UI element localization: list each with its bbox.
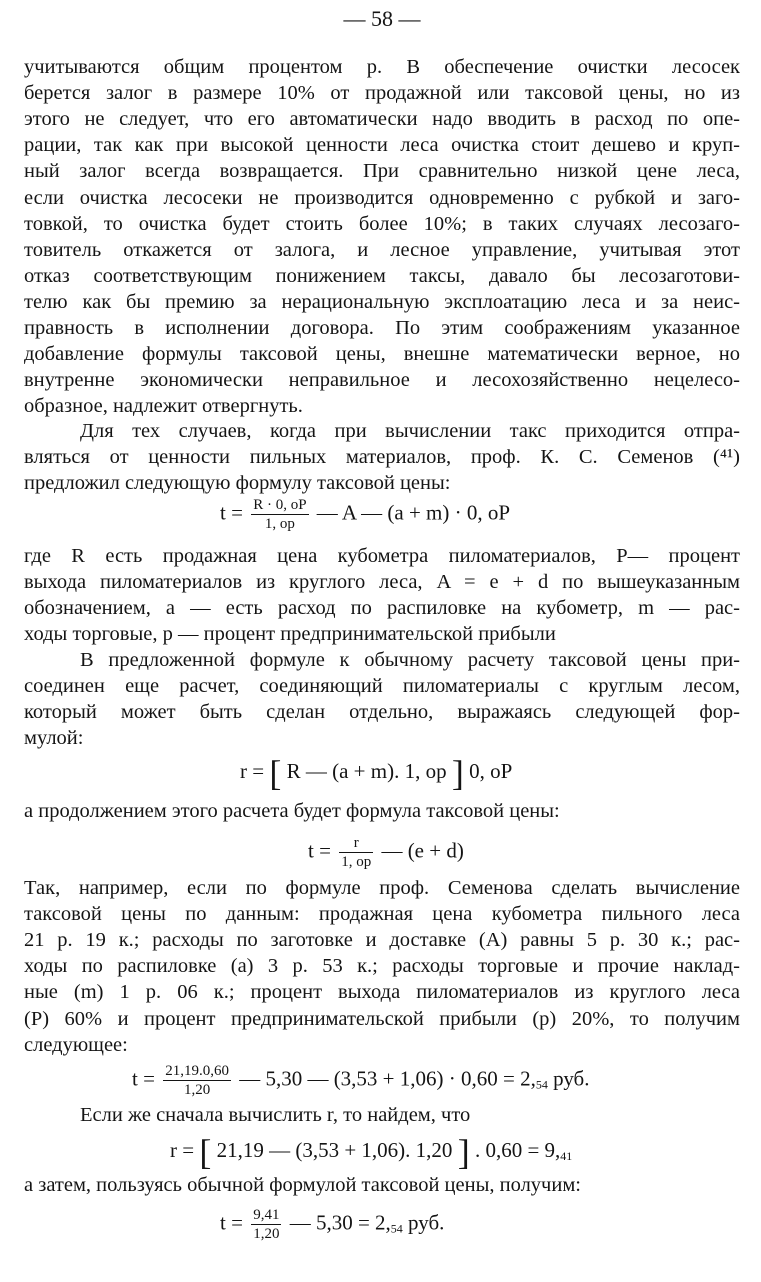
fraction-numerator: 9,41 <box>253 1207 280 1223</box>
text-line: который может быть сделан отдельно, выражаясь следующей фор- <box>24 701 740 724</box>
text-line: берется залог в размере 10% от продажной или таксовой цены, но из <box>24 82 740 105</box>
formula-subscript: 54 <box>390 1221 403 1236</box>
formula-rest: — A — (a + m) · 0, oP <box>316 500 511 525</box>
text-line: 21 р. 19 к.; расходы по заготовке и доставке (A) равны 5 р. 30 к.; рас- <box>24 929 740 952</box>
formula-lhs: r = <box>240 759 265 783</box>
text-line: учитываются общим процентом p. В обеспечение очистки лесосек <box>24 56 740 78</box>
text-line: где R есть продажная цена кубометра пиломатериалов, P— процент <box>24 545 740 567</box>
formula-semenov <box>220 496 510 533</box>
text-line: а продолжением этого расчета будет формула таксовой цены: <box>24 800 560 822</box>
formula-fraction <box>339 834 373 871</box>
text-line: правность в исполнении договора. По этим соображениям указанное <box>24 317 740 339</box>
formula-unit: руб. <box>402 1210 445 1235</box>
text-line: отказ соответствующим понижением таксы, давало бы лесозаготови- <box>24 264 740 287</box>
formula-lhs: t = <box>132 1066 155 1091</box>
formula-r <box>240 753 513 794</box>
text-line: Для тех случаев, когда при вычислении такс приходится отпра- <box>80 420 740 442</box>
formula-lhs: t = <box>308 838 331 863</box>
text-line: (P) 60% и процент предпринимательской прибыли (p) 20%, то получим <box>24 1007 740 1030</box>
formula-lhs: r = <box>170 1138 195 1162</box>
text-line: внутренне экономически неправильное и лесохозяйственно нецелесо- <box>24 369 740 392</box>
text-line: а затем, пользуясь обычной формулой таксовой цены, получим: <box>24 1174 581 1196</box>
formula-example-r <box>170 1132 573 1173</box>
formula-example-t2 <box>220 1206 444 1243</box>
fraction-denominator: 1, op <box>341 854 372 870</box>
text-line: если очистка лесосеки не производится одновременно с рубкой и заго- <box>24 186 740 209</box>
formula-rest: . 0,60 = 9, <box>474 1138 561 1162</box>
text-line: следующее: <box>24 1033 128 1056</box>
text-line: вляться от ценности пильных материалов, проф. К. С. Семенов (⁴¹) <box>24 446 740 469</box>
formula-fraction <box>251 496 308 533</box>
formula-lhs: t = <box>220 1210 243 1235</box>
left-bracket: [ <box>199 1132 212 1173</box>
formula-unit: руб. <box>547 1066 590 1091</box>
formula-rest: — (e + d) <box>381 838 464 863</box>
text-line: В предложенной формуле к обычному расчету таксовой цены при- <box>80 649 740 671</box>
formula-subscript: 54 <box>535 1077 548 1092</box>
text-line: образное, надлежит отвергнуть. <box>24 395 303 418</box>
formula-fraction <box>163 1062 231 1099</box>
formula-lhs: t = <box>220 500 243 525</box>
formula-fraction <box>251 1206 281 1243</box>
formula-tax-price <box>308 834 464 871</box>
text-line: выхода пиломатериалов из круглого леса, A = e + d по вышеуказанным <box>24 571 740 594</box>
right-bracket: ] <box>457 1132 470 1173</box>
text-line: Если же сначала вычислить r, то найдем, что <box>80 1104 471 1126</box>
formula-rest: — 5,30 — (3,53 + 1,06) · 0,60 = 2, <box>239 1066 536 1091</box>
right-bracket: ] <box>451 753 464 794</box>
text-line: таксовой цены по данным: продажная цена кубометра пильного леса <box>24 903 740 926</box>
text-line: добавление формулы таксовой цены, внешне математически верное, но <box>24 343 740 366</box>
fraction-numerator: r <box>339 834 373 853</box>
fraction-numerator: 21,19.0,60 <box>165 1063 229 1079</box>
text-line: товкой, то очистка будет стоить более 10%; в таких случаях лесозаго- <box>24 212 740 235</box>
formula-subscript: 41 <box>560 1149 573 1163</box>
text-line: товитель откажется от залога, и лесное управление, учитывая этот <box>24 238 740 261</box>
fraction-denominator: 1,20 <box>253 1226 280 1242</box>
text-line: рации, так как при высокой ценности леса очистка стоит дешево и круп- <box>24 134 740 157</box>
left-bracket: [ <box>269 753 282 794</box>
text-line: ные (m) 1 р. 06 к.; процент выхода пиломатериалов из круглого леса <box>24 981 740 1004</box>
fraction-numerator: R · 0, oP <box>253 497 307 513</box>
text-line: соединен еще расчет, соединяющий пиломатериалы с круглым лесом, <box>24 675 740 698</box>
text-line: телю как бы премию за нерациональную эксплоатацию леса и за неис- <box>24 290 740 313</box>
text-line: ходы по распиловке (a) 3 р. 53 к.; расходы торговые и прочие наклад- <box>24 955 740 978</box>
text-line: ходы торговые, p — процент предпринимательской прибыли <box>24 623 556 646</box>
formula-bracket-content: R — (a + m). 1, op <box>286 759 447 783</box>
formula-rest: 0, oP <box>469 759 513 783</box>
text-line: Так, например, если по формуле проф. Семенова сделать вычисление <box>24 877 740 899</box>
formula-example-t <box>132 1062 590 1099</box>
fraction-denominator: 1, op <box>264 516 295 532</box>
text-line: мулой: <box>24 727 84 750</box>
text-line: этого не следует, что его автоматически надо вводить в расход по опе- <box>24 108 740 131</box>
text-line: ный залог всегда возвращается. При сравнительно низкой цене леса, <box>24 160 740 183</box>
text-line: обозначением, a — есть расход по распиловке на кубометр, m — рас- <box>24 597 740 620</box>
fraction-denominator: 1,20 <box>183 1082 211 1098</box>
text-line: предложил следующую формулу таксовой цены: <box>24 472 451 495</box>
page-number: — 58 — <box>343 6 421 31</box>
formula-rest: — 5,30 = 2, <box>289 1210 391 1235</box>
formula-bracket-content: 21,19 — (3,53 + 1,06). 1,20 <box>216 1138 453 1162</box>
